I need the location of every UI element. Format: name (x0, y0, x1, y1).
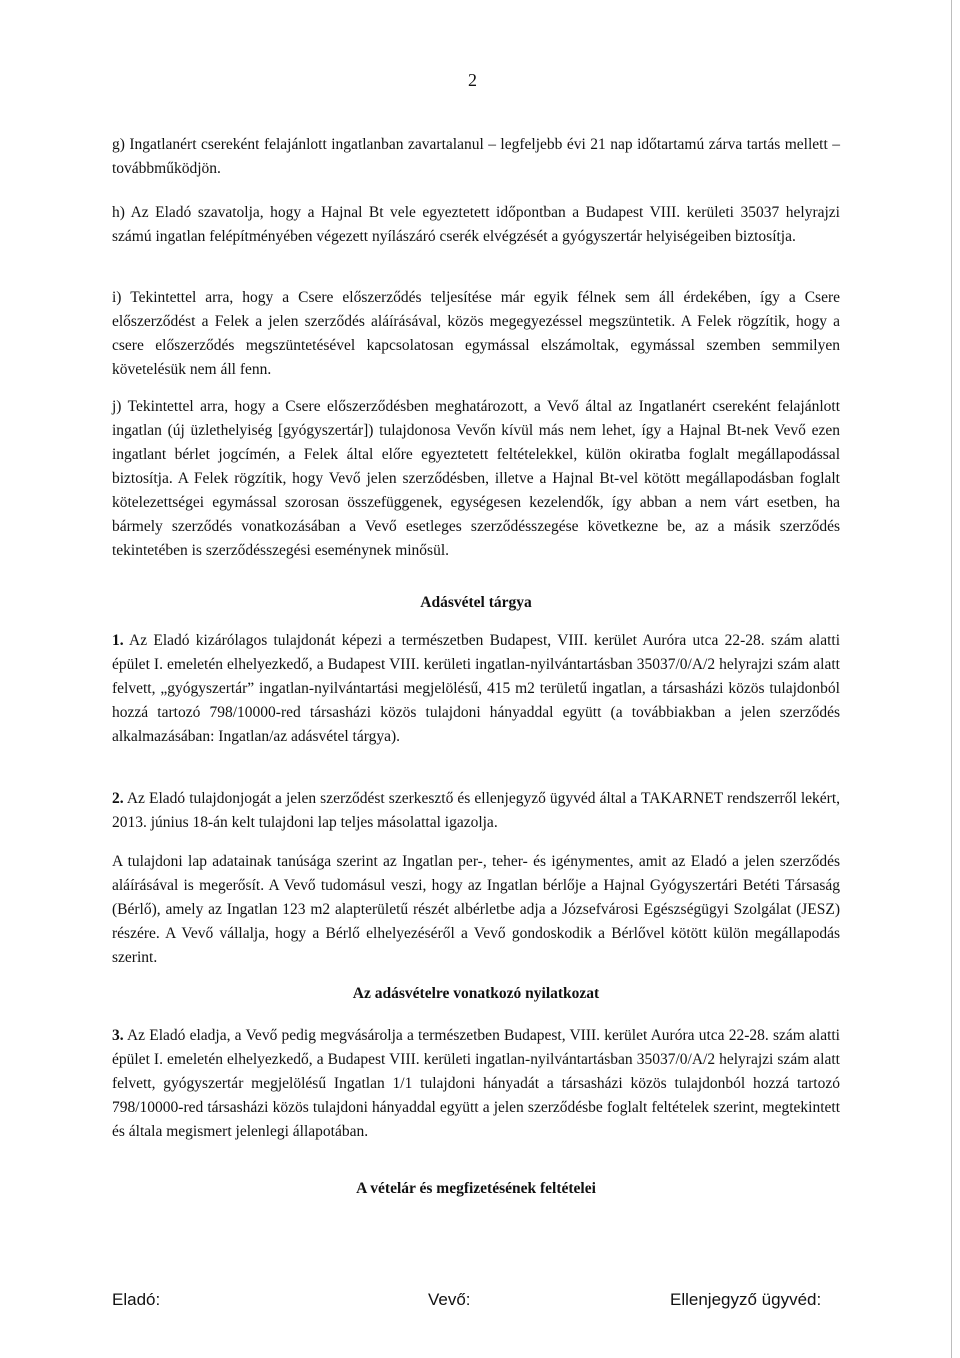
signature-buyer-label: Vevő: (428, 1290, 471, 1309)
clause-2 (112, 787, 840, 835)
heading-adasvetel-targya: Adásvétel tárgya (420, 594, 532, 611)
clause-1-number: 1. (112, 632, 124, 649)
heading-adasvetelre-vonatkozo-nyilatkozat: Az adásvételre vonatkozó nyilatkozat (352, 985, 600, 1002)
paragraph-j: j) Tekintettel arra, hogy a Csere előszerződésben meghatározott, a Vevő által az Ingatlanért csereként felajánlott ingatlan (új üzlethelyiség [gyógyszertár]) tulajdonosa Vevőn kívül más nem lehet, így a Hajnal Bt-nek Vevő ezen ingatlant bérlet jogcímén, a Felek által előre egyeztetett feltételekkel, külön okiratba foglalt megállapodással biztosítja. A Felek rögzítik, hogy Vevő jelen szerződésben, illetve a Hajnal Bt-vel kötött megállapodásban foglalt kötelezettségei egymással szorosan összefüggenek, egységesen kezelendők, így abban a nem várt esetben, ha bármely szerződés vonatkozásában a Vevő esetleges szerződésszegése következne be, az a másik szerződés tekintetében is szerződésszegési eseménynek minősül. (112, 398, 840, 559)
clause-3-text: Az Eladó eladja, a Vevő pedig megvásárolja a természetben Budapest, VIII. kerület Auróra utca 22-28. szám alatti épület I. emeletén elhelyezkedő, a Budapest VIII. kerületi ingatlan-nyilvántartásban 35037/0/A/2 helyrajzi szám alatt felvett, gyógyszertár megjelölésű Ingatlan 1/1 tulajdoni hányadát a társasházi közös tulajdonból hozzá tartozó 798/10000-red társasházi közös tulajdoni hányaddal együtt a jelen szerződésbe foglalt feltételek szerint, megtekintett és általa megismert jelenlegi állapotában. (112, 1027, 840, 1140)
clause-2-text: Az Eladó tulajdonjogát a jelen szerződést szerkesztő és ellenjegyző ügyvéd által a TAKARNET rendszerről lekért, 2013. június 18-án kelt tulajdoni lap teljes másolattal igazolja. (112, 790, 840, 831)
heading-vetelar: A vételár és megfizetésének feltételei (356, 1180, 596, 1197)
clause-2-number: 2. (112, 790, 124, 807)
clause-1-text: Az Eladó kizárólagos tulajdonát képezi a természetben Budapest, VIII. kerület Auróra utca 22-28. szám alatti épület I. emeletén elhelyezkedő, a Budapest VIII. kerületi ingatlan-nyilvántartásban 35037/0/A/2 helyrajzi szám alatt felvett, „gyógyszertár” ingatlan-nyilvántartási megjelölésű, 415 m2 területű ingatlan, a társasházi közös tulajdonból hozzá tartozó 798/10000-red társasházi közös tulajdoni hányaddal együtt (a továbbiakban a jelen szerződés alkalmazásában: Ingatlan/az adásvétel tárgya). (112, 632, 840, 745)
page-number: 2 (468, 70, 477, 90)
clause-3 (112, 1024, 840, 1144)
paragraph-g: g) Ingatlanért csereként felajánlott ingatlanban zavartalanul – legfeljebb évi 21 nap időtartamú zárva tartás mellett – továbbműködjön. (112, 136, 840, 177)
signature-seller-label: Eladó: (112, 1290, 161, 1309)
clause-3-number: 3. (112, 1027, 124, 1044)
signature-countersign-label: Ellenjegyző ügyvéd: (670, 1290, 822, 1309)
paragraph-tulajdoni-lap: A tulajdoni lap adatainak tanúsága szerint az Ingatlan per-, teher- és igénymentes, amit az Eladó a jelen szerződés aláírásával is megerősít. A Vevő tudomásul veszi, hogy az Ingatlan bérlője a Hajnal Gyógyszertári Betéti Társaság (Bérlő), amely az Ingatlan 123 m2 alapterületű részét albérletbe adja a Józsefvárosi Egészségügyi Szolgálat (JESZ) részére. A Vevő vállalja, hogy a Bérlő elhelyezéséről a Vevő gondoskodik a Bérlővel kötött külön megállapodás szerint. (112, 853, 840, 966)
paragraph-i: i) Tekintettel arra, hogy a Csere előszerződés teljesítése már egyik félnek sem áll érdekében, így a Csere előszerződést a Felek a jelen szerződés aláírásával, közös megegyezéssel megszüntetik. A Felek rögzítik, hogy a csere előszerződés megszüntetésével kapcsolatosan egymással elszámoltak, egymással szemben semmilyen követelésük nem áll fenn. (112, 289, 840, 378)
clause-1 (112, 629, 840, 749)
paragraph-h: h) Az Eladó szavatolja, hogy a Hajnal Bt vele egyeztetett időpontban a Budapest VIII. kerületi 35037 helyrajzi számú ingatlan felépítményében végezett nyílászáró cserék elvégzését a gyógyszertár helyiségeiben biztosítja. (112, 204, 840, 245)
scan-edge-line (951, 0, 952, 1358)
